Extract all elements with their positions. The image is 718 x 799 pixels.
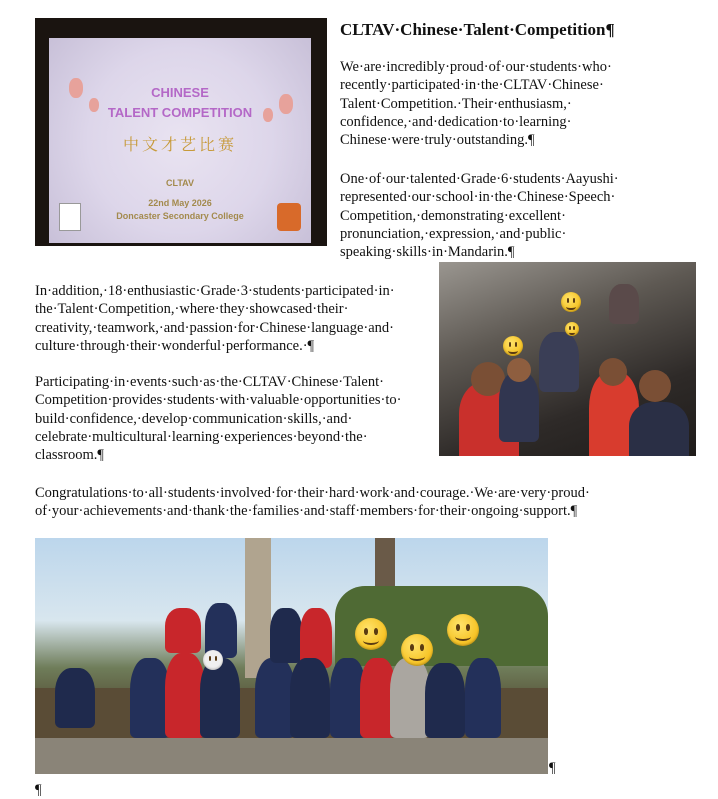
slide-title-line1: CHINESE xyxy=(151,85,209,100)
projector-screen xyxy=(49,38,311,243)
student xyxy=(539,332,579,392)
student xyxy=(270,608,302,663)
paragraph-benefits: Participating·in·events·such·as·the·CLTAV·Chinese·Talent· Competition·provides·students·with·valuable·opportunities·to· build·confidence,·develop·communication·skills,·and· celebrate·multicultural·learning·experiences·beyond·the· classroom.¶ xyxy=(35,374,402,464)
slide-title-line2: TALENT COMPETITION xyxy=(107,105,253,120)
student xyxy=(390,658,430,738)
student xyxy=(499,372,539,442)
slide-venue: Doncaster Secondary College xyxy=(116,211,244,221)
tree-trunk xyxy=(245,538,271,678)
student xyxy=(425,663,465,738)
paragraph-talent: In·addition,·18·enthusiastic·Grade·3·students·participated·in· the·Talent·Competition,·where·they·showcased·their· creativity,·teamwork,·and·passion·for·Chinese·language·and· culture·through·their·wonderful·performance.·¶ xyxy=(35,283,395,354)
school-logo xyxy=(59,203,81,231)
adult xyxy=(609,284,639,324)
student xyxy=(200,658,240,738)
smiley-face-icon xyxy=(355,618,387,650)
paragraph-intro: We·are·incredibly·proud·of·our·students·who· recently·participated·in·the·CLTAV·Chinese· Talent·Competition.·Their·enthusiasm,· confidence,·and·dedication·to·learning· Chinese·were·truly·outstanding.¶ xyxy=(340,59,612,149)
slide-date: 22nd May 2026 xyxy=(148,198,212,208)
slide-org: CLTAV xyxy=(166,178,194,188)
theatre-students-photo xyxy=(439,262,696,456)
smiley-face-icon xyxy=(503,336,523,356)
paragraph-congratulations: Congratulations·to·all·students·involved·for·their·hard·work·and·courage.·We·are·very·proud· of·your·achievements·and·thank·the·families·and·staff·members·for·their·ongoing·support.¶ xyxy=(35,485,590,520)
student xyxy=(639,370,671,402)
slide-chinese-title: 中文才艺比赛 xyxy=(122,135,237,154)
student xyxy=(599,358,627,386)
student xyxy=(629,402,689,456)
group-photo-outdoors xyxy=(35,538,548,774)
paragraph-mark: ¶ xyxy=(35,782,42,798)
student xyxy=(130,658,170,738)
student xyxy=(507,358,531,382)
path xyxy=(35,738,548,774)
association-logo xyxy=(277,203,301,231)
article-title: CLTAV·Chinese·Talent·Competition¶ xyxy=(340,20,615,39)
paragraph-speech: One·of·our·talented·Grade·6·students·Aayushi· represented·our·school·in·the·Chinese·Speech· Competition,·demonstrating·excellent· pronunciation,·expression,·and·public· speaking·skills·in·Mandarin.¶ xyxy=(340,171,619,261)
competition-slide-photo xyxy=(35,18,327,246)
paragraph-mark: ¶ xyxy=(549,760,556,776)
smiley-face-icon xyxy=(447,614,479,646)
student xyxy=(165,653,205,738)
student xyxy=(290,658,330,738)
student xyxy=(465,658,501,738)
student xyxy=(255,658,295,738)
paper-lantern xyxy=(203,650,223,670)
student xyxy=(165,608,201,653)
student xyxy=(55,668,95,728)
smiley-face-icon xyxy=(565,322,579,336)
smiley-face-icon xyxy=(401,634,433,666)
smiley-face-icon xyxy=(561,292,581,312)
